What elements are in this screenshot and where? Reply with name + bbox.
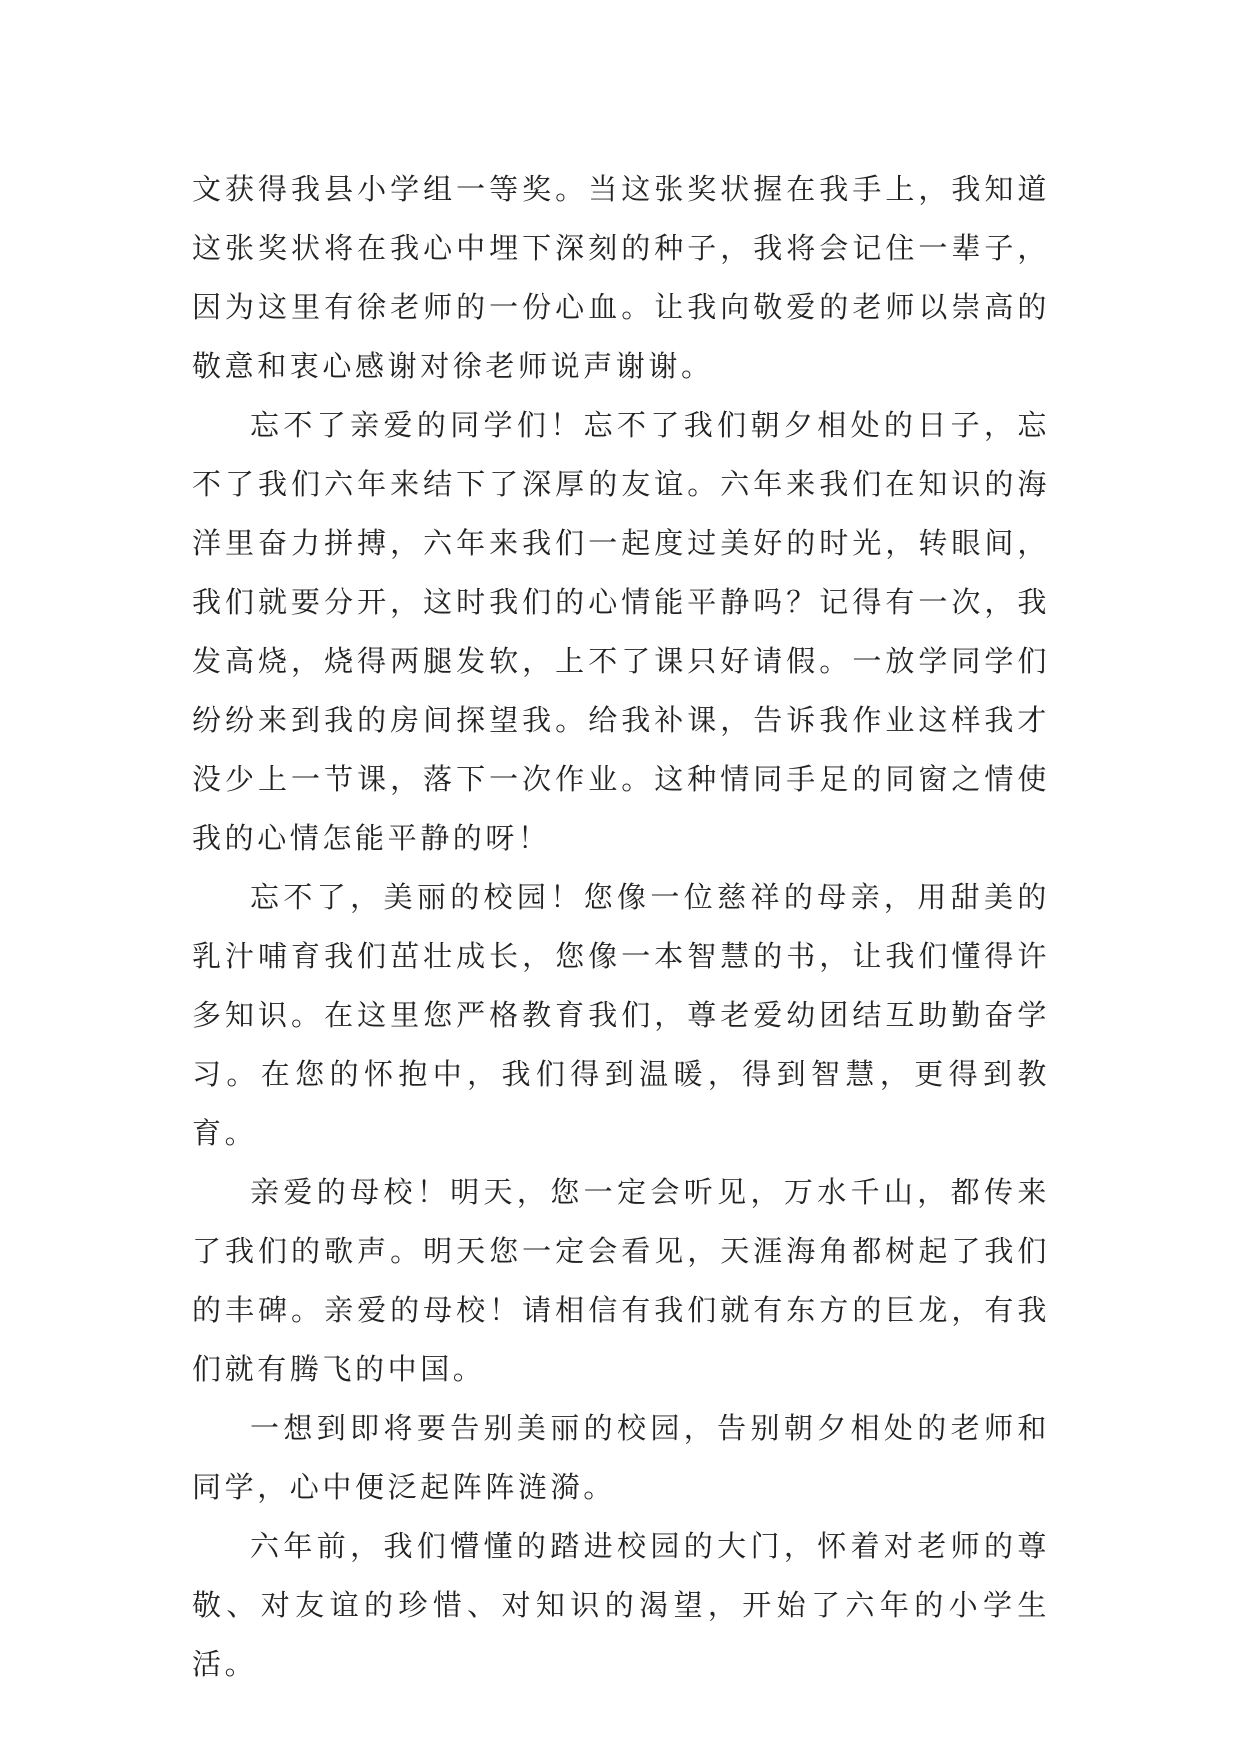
paragraph-1: 文获得我县小学组一等奖。当这张奖状握在我手上，我知道这张奖状将在我心中埋下深刻的种子，我将会记住一辈子，因为这里有徐老师的一份心血。让我向敬爱的老师以崇高的敬意和衷心感谢对徐老师说声谢谢。: [192, 172, 1050, 383]
paragraph-4: 亲爱的母校！明天，您一定会听见，万水千山，都传来了我们的歌声。明天您一定会看见，天涯海角都树起了我们的丰碑。亲爱的母校！请相信有我们就有东方的巨龙，有我们就有腾飞的中国。: [192, 1175, 1050, 1386]
document-page: [192, 160, 1050, 1694]
paragraph-3: 忘不了，美丽的校园！您像一位慈祥的母亲，用甜美的乳汁哺育我们茁壮成长，您像一本智慧的书，让我们懂得许多知识。在这里您严格教育我们，尊老爱幼团结互助勤奋学习。在您的怀抱中，我们得到温暖，得到智慧，更得到教育。: [192, 880, 1050, 1150]
paragraph-2: 忘不了亲爱的同学们！忘不了我们朝夕相处的日子，忘不了我们六年来结下了深厚的友谊。六年来我们在知识的海洋里奋力拼搏，六年来我们一起度过美好的时光，转眼间，我们就要分开，这时我们的心情能平静吗？记得有一次，我发高烧，烧得两腿发软，上不了课只好请假。一放学同学们纷纷来到我的房间探望我。给我补课，告诉我作业这样我才没少上一节课，落下一次作业。这种情同手足的同窗之情使我的心情怎能平静的呀！: [192, 408, 1050, 855]
paragraph-5: 一想到即将要告别美丽的校园，告别朝夕相处的老师和同学，心中便泛起阵阵涟漪。: [192, 1411, 1050, 1504]
paragraph-6: 六年前，我们懵懂的踏进校园的大门，怀着对老师的尊敬、对友谊的珍惜、对知识的渴望，开始了六年的小学生活。: [192, 1529, 1050, 1681]
